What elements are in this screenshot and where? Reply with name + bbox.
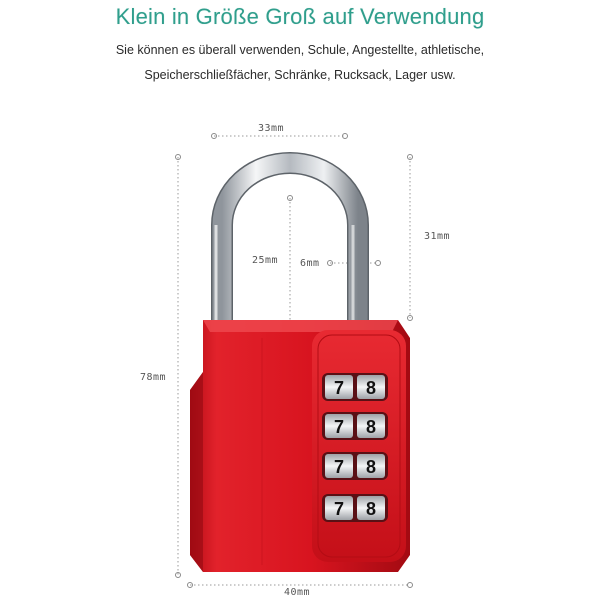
dimension-shackle-clearance: 25mm (252, 255, 279, 266)
dial-row-4[interactable] (322, 494, 388, 522)
description-line-2: Speicherschließfächer, Schränke, Rucksack, Lager usw. (144, 68, 456, 82)
dial-3-digit-b: 8 (365, 457, 377, 477)
dial-2-digit-b: 8 (365, 417, 377, 437)
dimension-shackle-width: 33mm (258, 123, 285, 134)
dimension-shackle-height: 31mm (424, 231, 451, 242)
shackle (216, 163, 358, 330)
dial-4-digit-a: 7 (333, 499, 345, 519)
dimension-body-width: 40mm (284, 587, 311, 598)
dial-1-digit-b: 8 (365, 378, 377, 398)
dimension-total-height: 78mm (140, 372, 167, 383)
dial-3-digit-a: 7 (333, 457, 345, 477)
dial-row-1[interactable] (322, 373, 388, 401)
dial-row-2[interactable] (322, 412, 388, 440)
page-title: Klein in Größe Groß auf Verwendung (115, 4, 485, 29)
lock-body (190, 320, 410, 572)
description-line-1: Sie können es überall verwenden, Schule, Angestellte, athletische, (115, 43, 485, 57)
dial-1-digit-a: 7 (333, 378, 345, 398)
dial-2-digit-a: 7 (333, 417, 345, 437)
dimension-shackle-thickness: 6mm (300, 258, 320, 269)
dial-row-3[interactable] (322, 452, 388, 480)
dial-4-digit-b: 8 (365, 499, 377, 519)
